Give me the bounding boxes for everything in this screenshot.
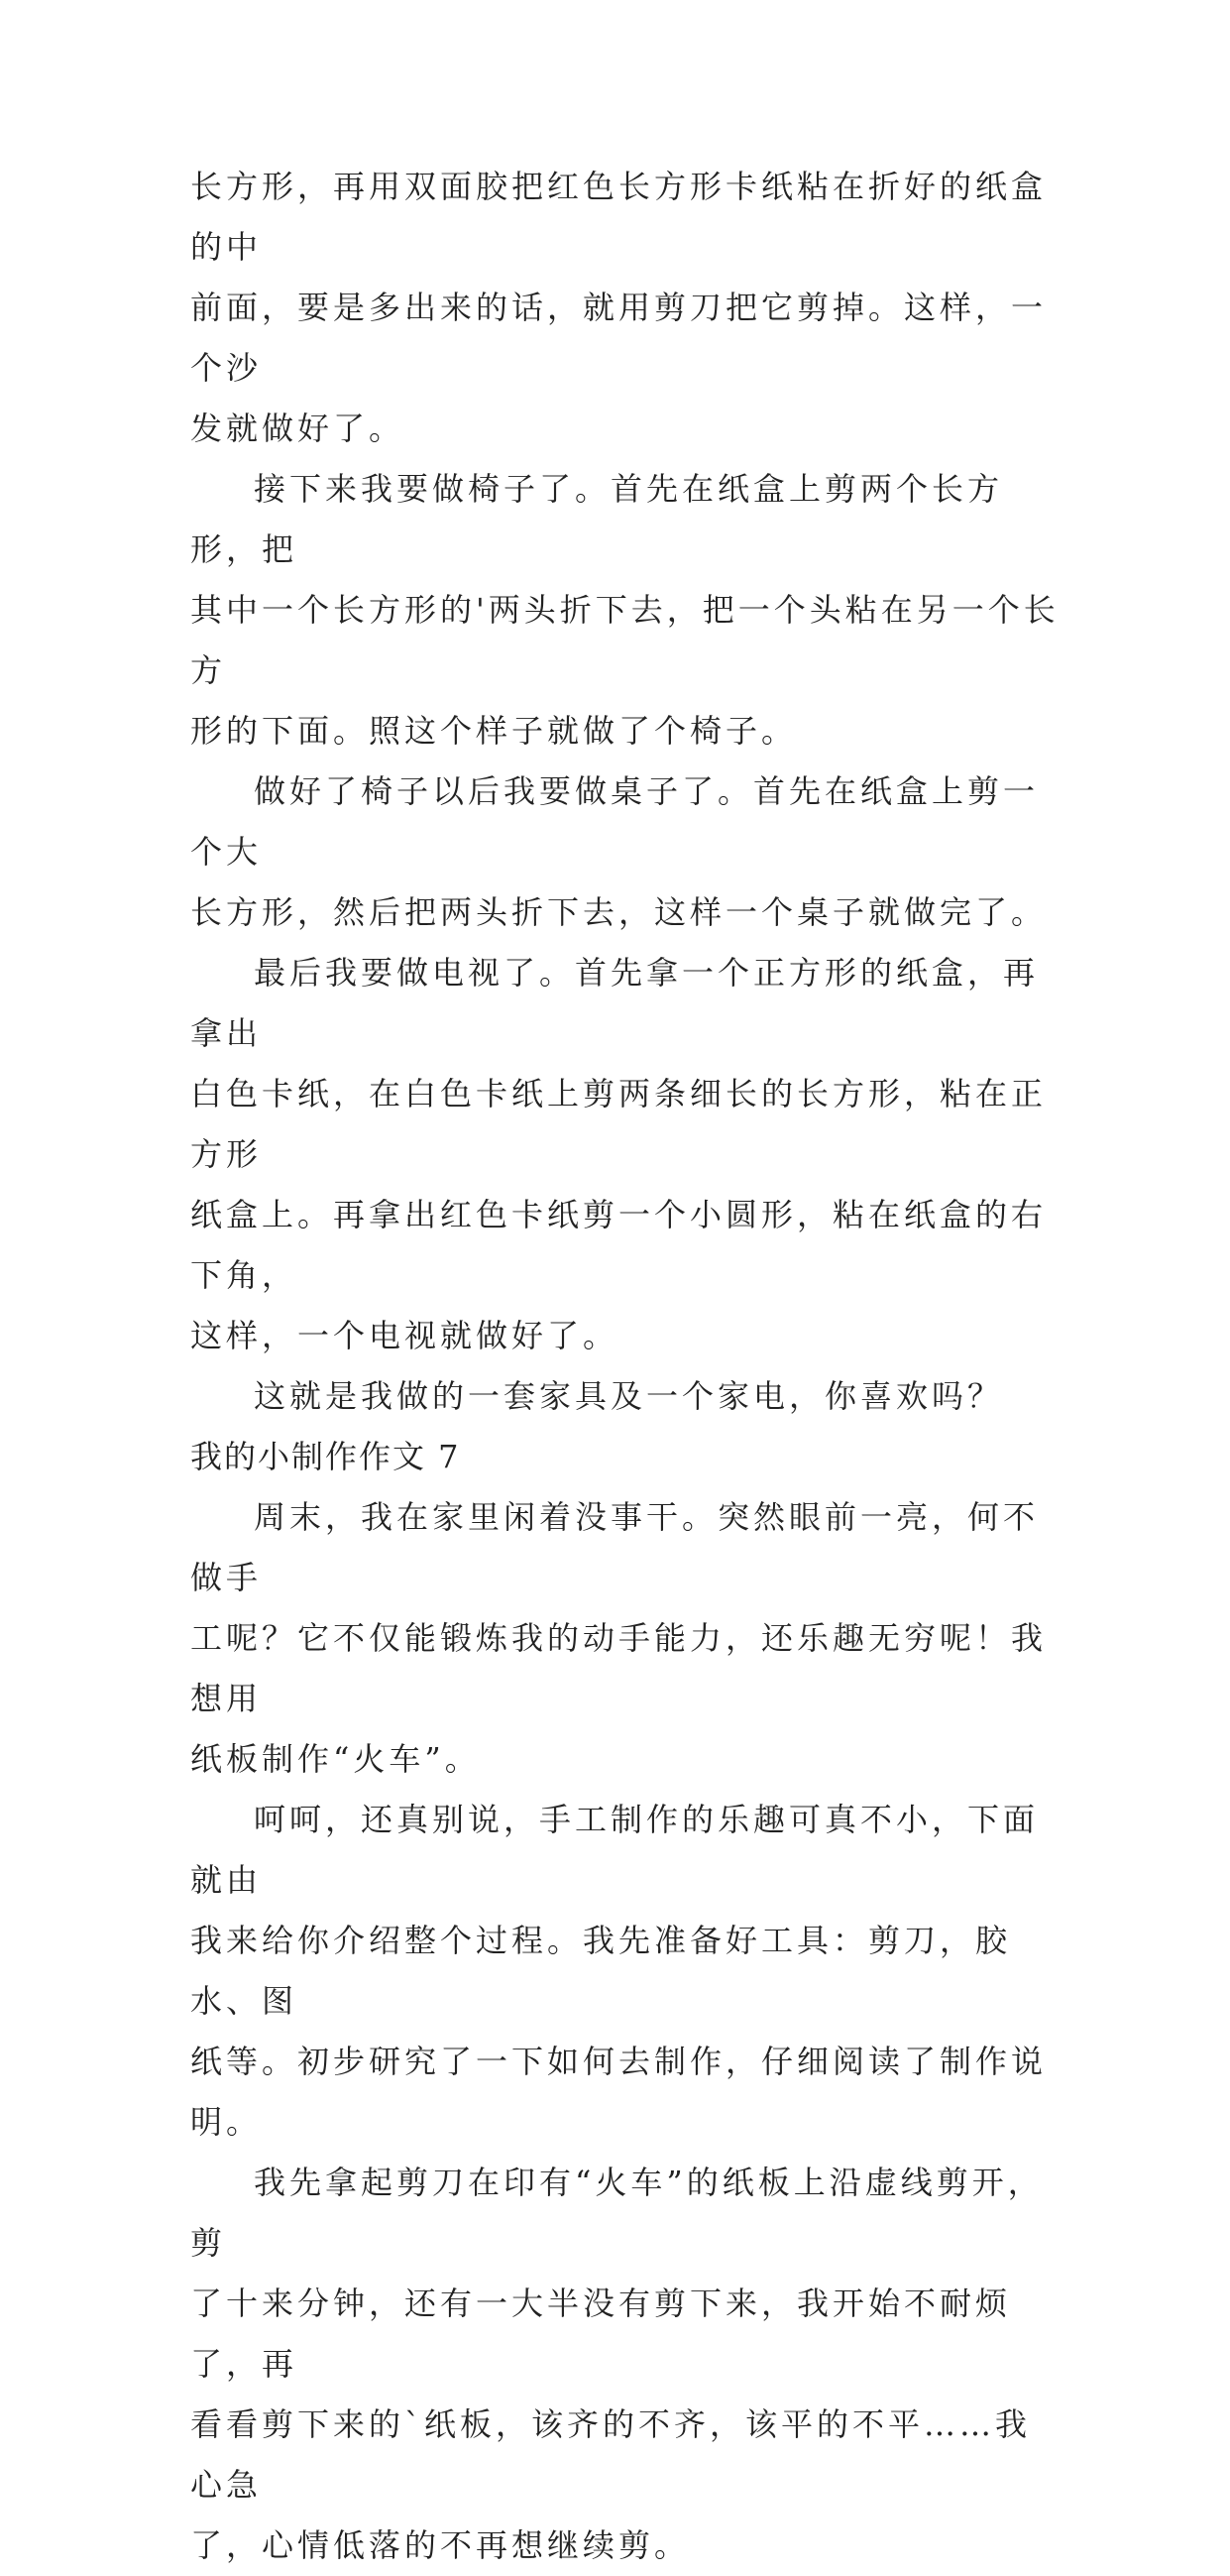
paragraph: 接下来我要做椅子了。首先在纸盒上剪两个长方形，把 其中一个长方形的'两头折下去，把一个头粘在另一个长方 形的下面。照这个样子就做了个椅子。 xyxy=(190,470,1060,750)
paragraph: 最后我要做电视了。首先拿一个正方形的纸盒，再拿出 白色卡纸，在白色卡纸上剪两条细长的长方形，粘在正方形 纸盒上。再拿出红色卡纸剪一个小圆形，粘在纸盒的右下角， 这样，一个电视就做好了。 xyxy=(190,954,1048,1354)
paragraph-continuation: 长方形，再用双面胶把红色长方形卡纸粘在折好的纸盒的中 前面，要是多出来的话，就用剪刀把它剪掉。这样，一个沙 发就做好了。 xyxy=(190,168,1048,447)
paragraph: 这就是我做的一套家具及一个家电，你喜欢吗？ xyxy=(254,1377,1004,1415)
paragraph: 呵呵，还真别说，手工制作的乐趣可真不小，下面就由 我来给你介绍整个过程。我先准备好工具：剪刀，胶水、图 纸等。初步研究了一下如何去制作，仔细阅读了制作说明。 xyxy=(190,1801,1048,2141)
paragraph: 做好了椅子以后我要做桌子了。首先在纸盒上剪一个大 长方形，然后把两头折下去，这样一个桌子就做完了。 xyxy=(190,772,1048,931)
paragraph: 周末，我在家里闲着没事干。突然眼前一亮，何不做手 工呢？它不仅能锻炼我的动手能力，还乐趣无穷呢！我想用 纸板制作“火车”。 xyxy=(190,1498,1048,1778)
document-body xyxy=(190,157,1062,2576)
section-heading: 我的小制作作文 7 xyxy=(190,1438,461,1475)
paragraph: 我先拿起剪刀在印有“火车”的纸板上沿虚线剪开，剪 了十来分钟，还有一大半没有剪下来，我开始不耐烦了，再 看看剪下来的`纸板，该齐的不齐，该平的不平……我心急 了，心情低落的不再想继续剪。 xyxy=(190,2164,1044,2564)
